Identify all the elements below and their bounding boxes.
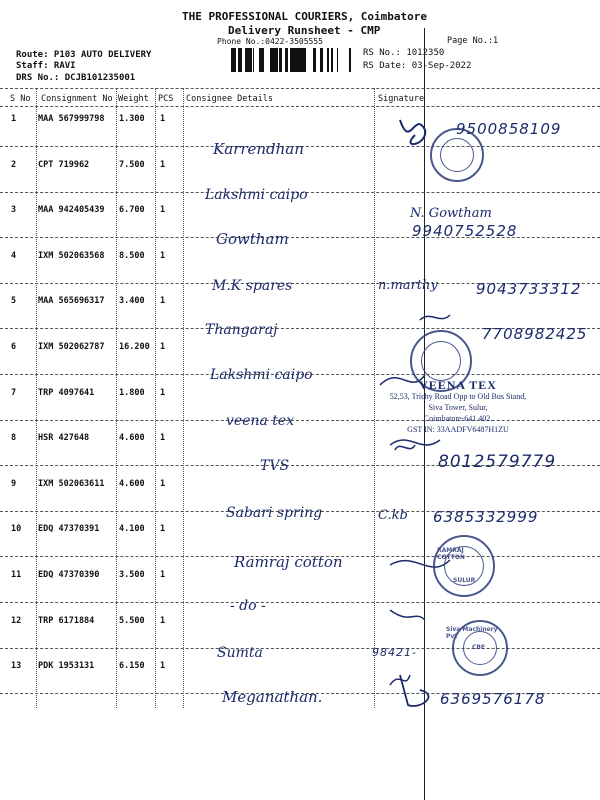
barcode-bar xyxy=(270,48,272,72)
handwritten-name: Sumta xyxy=(217,645,263,661)
row-weight: 3.400 xyxy=(119,296,145,306)
row-weight: 7.500 xyxy=(119,160,145,170)
row-consignment: TRP 6171884 xyxy=(38,616,95,626)
barcode-bar xyxy=(247,48,250,72)
handwritten-name: Meganathan. xyxy=(222,688,323,706)
header-rule-top xyxy=(0,88,600,89)
barcode-bar xyxy=(253,48,254,72)
barcode-bar xyxy=(272,48,275,72)
row-pcs: 1 xyxy=(160,251,166,261)
row-weight: 1.800 xyxy=(119,388,145,398)
row-sno: 9 xyxy=(11,479,17,489)
row-weight: 4.600 xyxy=(119,479,145,489)
barcode-bar xyxy=(275,48,278,72)
handwritten-name: Thangaraj xyxy=(205,322,278,338)
row-consignment: PDK 1953131 xyxy=(38,661,95,671)
veena-gst: GST IN: 33AADFV6487H1ZU xyxy=(407,425,509,434)
row-consignment: EDQ 47370391 xyxy=(38,524,100,534)
siva-seal-text: Siva Machinery Pvt xyxy=(446,626,498,640)
barcode-bar xyxy=(259,48,261,72)
rs-date: RS Date: 03-Sep-2022 xyxy=(363,61,472,71)
row-consignment: MAA 942405439 xyxy=(38,205,105,215)
row-pcs: 1 xyxy=(160,160,166,170)
barcode-bar xyxy=(313,48,316,72)
row-sno: 2 xyxy=(11,160,17,170)
signature-text: N. Gowtham xyxy=(410,206,492,221)
barcode-bar xyxy=(241,48,242,72)
row-weight: 3.500 xyxy=(119,570,145,580)
barcode-bar xyxy=(304,48,306,72)
row-pcs: 1 xyxy=(160,296,166,306)
handwritten-name: M.K spares xyxy=(212,278,293,294)
row-weight: 8.500 xyxy=(119,251,145,261)
row-sno: 13 xyxy=(11,661,22,671)
page-number: Page No.:1 xyxy=(447,36,499,46)
row-weight: 6.700 xyxy=(119,205,145,215)
row-weight: 16.200 xyxy=(119,342,150,352)
row-consignment: HSR 427648 xyxy=(38,433,90,443)
barcode-bar xyxy=(290,48,292,72)
row-pcs: 1 xyxy=(160,433,166,443)
barcode-bar xyxy=(299,48,302,72)
col-pcs: PCS xyxy=(158,94,174,104)
row-consignment: IXM 502063568 xyxy=(38,251,105,261)
barcode-bar xyxy=(235,48,236,72)
row-weight: 1.300 xyxy=(119,114,145,124)
barcode-bar xyxy=(261,48,262,72)
row-sno: 8 xyxy=(11,433,17,443)
row-consignment: IXM 502062787 xyxy=(38,342,105,352)
handwritten-phone: 9043733312 xyxy=(476,280,582,298)
row-weight: 4.600 xyxy=(119,433,145,443)
barcode-bar xyxy=(327,48,329,72)
handwritten-phone: 7708982425 xyxy=(482,325,588,343)
barcode-bar xyxy=(233,48,235,72)
veena-address: Siva Tower, Sulur, xyxy=(428,403,488,412)
company-name: THE PROFESSIONAL COURIERS, Coimbatore xyxy=(182,10,428,23)
siva-seal xyxy=(446,620,508,676)
row-consignment: TRP 4097641 xyxy=(38,388,95,398)
staff: Staff: RAVI xyxy=(16,61,76,71)
row-consignment: MAA 567999798 xyxy=(38,114,105,124)
barcode-bar xyxy=(302,48,304,72)
col-signature: Signature xyxy=(378,94,425,104)
barcode-bar xyxy=(245,48,247,72)
row-pcs: 1 xyxy=(160,570,166,580)
col-sno: S No xyxy=(10,94,31,104)
handwritten-name: Sabari spring xyxy=(226,505,323,521)
row-pcs: 1 xyxy=(160,479,166,489)
veena-name: VEENA TEX xyxy=(419,378,497,392)
route: Route: P103 AUTO DELIVERY xyxy=(16,50,152,60)
barcode-bar xyxy=(262,48,264,72)
handwritten-phone: 9940752528 xyxy=(412,222,518,240)
row-consignment: MAA 565696317 xyxy=(38,296,105,306)
row-sno: 12 xyxy=(11,616,22,626)
rs-number: RS No.: 1012350 xyxy=(363,48,445,58)
ramraj-seal-text: RAMRAJ COTTON xyxy=(437,547,465,561)
col-divider xyxy=(116,88,117,708)
row-consignment: IXM 502063611 xyxy=(38,479,105,489)
col-divider xyxy=(183,88,184,708)
row-sno: 6 xyxy=(11,342,17,352)
barcode-bar xyxy=(298,48,299,72)
col-weight: Weight xyxy=(118,94,149,104)
row-weight: 5.500 xyxy=(119,616,145,626)
handwritten-phone: 9500858109 xyxy=(456,120,562,138)
row-pcs: 1 xyxy=(160,114,166,124)
phone-number: Phone No.:0422-3505555 xyxy=(217,37,323,46)
barcode-bar xyxy=(337,48,338,72)
row-pcs: 1 xyxy=(160,524,166,534)
col-divider xyxy=(36,88,37,708)
handwritten-name: - do - xyxy=(230,598,266,614)
veena-address: 52,53, Trichy Road Opp to Old Bus Stand, xyxy=(389,392,527,401)
ramraj-seal xyxy=(433,535,495,597)
row-pcs: 1 xyxy=(160,205,166,215)
row-sno: 3 xyxy=(11,205,17,215)
row-sno: 10 xyxy=(11,524,22,534)
row-pcs: 1 xyxy=(160,342,166,352)
siva-seal-place: CBE xyxy=(472,644,486,651)
handwritten-name: Karrendhan xyxy=(213,140,304,158)
handwritten-phone: 6369576178 xyxy=(440,690,546,708)
barcode-bar xyxy=(292,48,295,72)
handwritten-name: Ramraj cotton xyxy=(234,553,343,571)
barcode-bar xyxy=(238,48,241,72)
carpo-seal xyxy=(430,128,484,182)
document-title: Delivery Runsheet - CMP xyxy=(228,24,381,37)
barcode-bar xyxy=(349,48,351,72)
row-consignment: CPT 719962 xyxy=(38,160,90,170)
signature-text: n.marthy xyxy=(378,278,438,293)
barcode-bar xyxy=(279,48,282,72)
row-pcs: 1 xyxy=(160,616,166,626)
row-sno: 11 xyxy=(11,570,22,580)
veena-address: Coimbatore-641 402. xyxy=(423,414,493,423)
row-sno: 5 xyxy=(11,296,17,306)
veena-tex-stamp xyxy=(378,380,538,435)
drs-number: DRS No.: DCJB101235001 xyxy=(16,73,136,83)
ramraj-seal-place: SULUR xyxy=(453,577,476,584)
row-consignment: EDQ 47370390 xyxy=(38,570,100,580)
handwritten-name: veena tex xyxy=(226,413,295,429)
barcode-bar xyxy=(250,48,252,72)
row-sno: 1 xyxy=(11,114,17,124)
row-weight: 6.150 xyxy=(119,661,145,671)
barcode-bar xyxy=(320,48,323,72)
barcode-bar xyxy=(285,48,288,72)
handwritten-phone: 98421- xyxy=(372,646,417,659)
col-divider xyxy=(155,88,156,708)
row-weight: 4.100 xyxy=(119,524,145,534)
header-rule-bottom xyxy=(0,106,600,107)
row-pcs: 1 xyxy=(160,388,166,398)
barcode-bar xyxy=(231,48,233,72)
barcode-bar xyxy=(331,48,332,72)
barcode-bar xyxy=(295,48,298,72)
handwritten-name: Gowtham xyxy=(216,230,289,248)
barcode xyxy=(231,48,355,72)
handwritten-name: TVS xyxy=(260,458,290,474)
row-sno: 7 xyxy=(11,388,17,398)
row-pcs: 1 xyxy=(160,661,166,671)
handwritten-name: Lakshmi caipo xyxy=(210,367,313,383)
handwritten-name: Lakshmi caipo xyxy=(205,187,308,203)
signature-text: C.kb xyxy=(378,508,408,523)
row-sno: 4 xyxy=(11,251,17,261)
handwritten-phone: 6385332999 xyxy=(433,508,539,526)
col-consignee: Consignee Details xyxy=(186,94,273,104)
handwritten-phone: 8012579779 xyxy=(438,452,557,472)
barcode-bar xyxy=(332,48,333,72)
col-consignment: Consignment No xyxy=(41,94,113,104)
